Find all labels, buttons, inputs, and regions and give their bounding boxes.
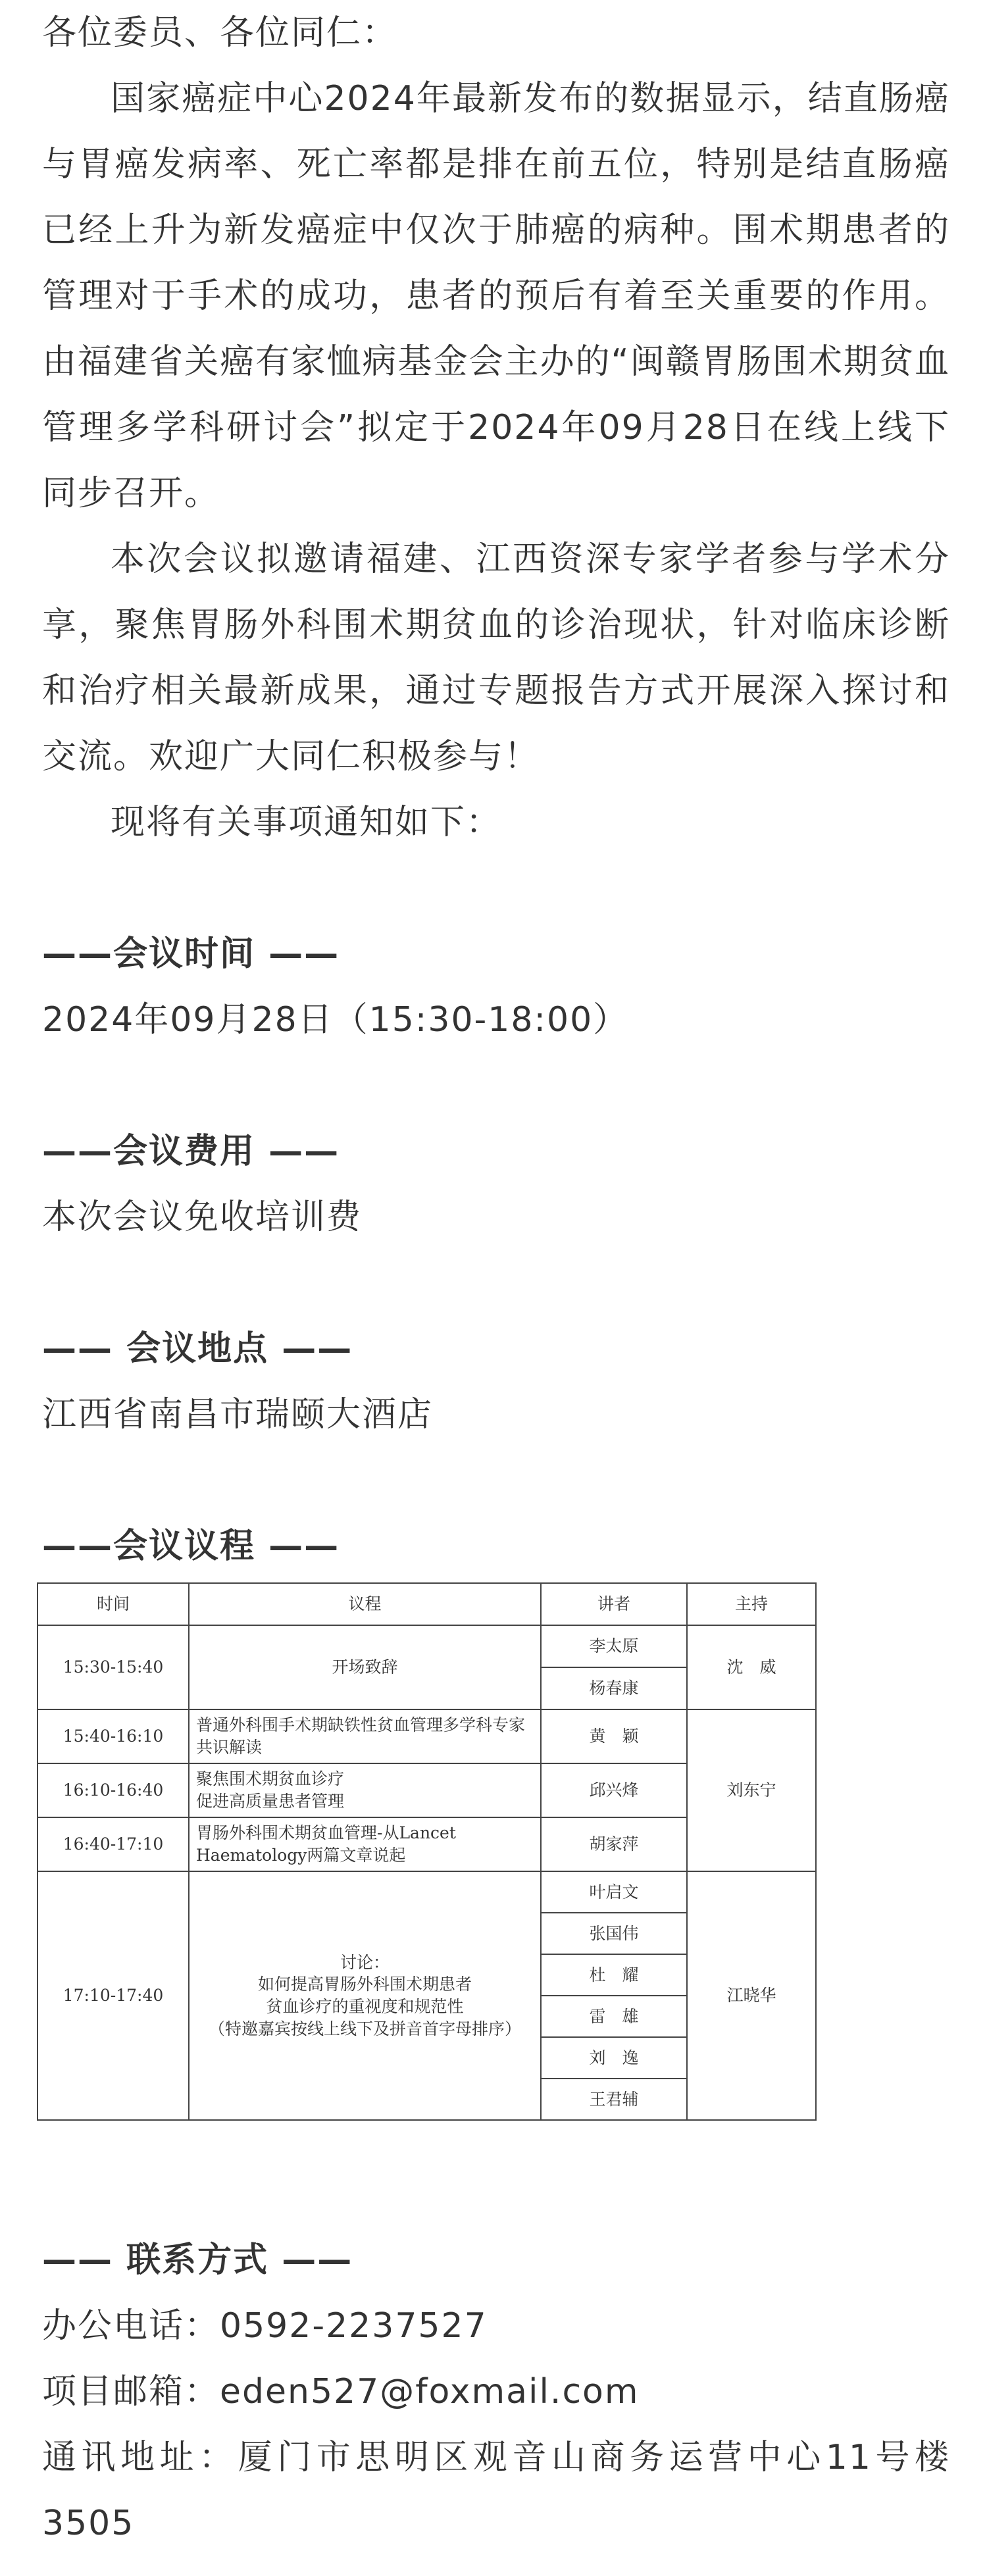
time-cell: 16:40-17:10: [38, 1817, 189, 1871]
topic-cell: 聚焦围术期贫血诊疗 促进高质量患者管理: [189, 1763, 541, 1817]
intro-paragraph-2: 本次会议拟邀请福建、江西资深专家学者参与学术分享，聚焦胃肠外科围术期贫血的诊治现状，针对临床诊断和治疗相关最新成果，通过专题报告方式开展深入探讨和交流。欢迎广大同仁积极参与！: [42, 540, 950, 776]
topic-cell: 胃肠外科围术期贫血管理-从Lancet Haematology两篇文章说起: [189, 1817, 541, 1871]
host-cell: 江晓华: [687, 1871, 816, 2120]
agenda-header-row: [38, 1583, 816, 1625]
time-value: 2024年09月28日（15:30-18:00）: [42, 1000, 629, 1040]
speaker-cell: 叶启文: [541, 1871, 687, 1913]
table-row: [38, 1871, 816, 1913]
speaker-cell: 刘 逸: [541, 2037, 687, 2079]
time-cell: 15:40-16:10: [38, 1709, 189, 1763]
contact-heading: —— 联系方式 ——: [42, 2240, 353, 2280]
speaker-cell: 张国伟: [541, 1913, 687, 1954]
table-row: [38, 1625, 816, 1667]
topic-cell: 开场致辞: [189, 1625, 541, 1709]
header-topic: 议程: [189, 1583, 541, 1625]
speaker-cell: 胡家萍: [541, 1817, 687, 1871]
venue-value: 江西省南昌市瑞颐大酒店: [42, 1395, 434, 1434]
speaker-cell: 雷 雄: [541, 1996, 687, 2037]
time-heading: ——会议时间 ——: [42, 934, 340, 974]
time-cell: 16:10-16:40: [38, 1763, 189, 1817]
speaker-cell: 邱兴烽: [541, 1763, 687, 1817]
contact-email: 项目邮箱：eden527@foxmail.com: [42, 2372, 640, 2412]
host-cell: 刘东宁: [687, 1709, 816, 1871]
host-cell: 沈 威: [687, 1625, 816, 1709]
agenda-heading: ——会议议程 ——: [42, 1527, 340, 1566]
fee-heading: ——会议费用 ——: [42, 1132, 340, 1171]
header-time: 时间: [38, 1583, 189, 1625]
greeting: 各位委员、各位同仁：: [42, 13, 398, 53]
intro-paragraph-3: 现将有关事项通知如下：: [111, 803, 502, 842]
header-host: 主持: [687, 1583, 816, 1625]
table-row: [38, 1709, 816, 1763]
agenda-table: [37, 1582, 817, 2121]
speaker-cell: 杜 耀: [541, 1954, 687, 1996]
topic-cell: 讨论： 如何提高胃肠外科围术期患者 贫血诊疗的重视度和规范性 （特邀嘉宾按线上线下及拼音首字母排序）: [189, 1871, 541, 2120]
header-speaker: 讲者: [541, 1583, 687, 1625]
speaker-cell: 李太原: [541, 1625, 687, 1667]
contact-phone: 办公电话：0592-2237527: [42, 2306, 488, 2346]
intro-paragraph-1: 国家癌症中心2024年最新发布的数据显示，结直肠癌与胃癌发病率、死亡率都是排在前五位，特别是结直肠癌已经上升为新发癌症中仅次于肺癌的病种。围术期患者的管理对于手术的成功，患者的预后有着至关重要的作用。由福建省关癌有家恤病基金会主办的“闽赣胃肠围术期贫血管理多学科研讨会”拟定于2024年09月28日在线上线下同步召开。: [42, 79, 950, 513]
topic-cell: 普通外科围手术期缺铁性贫血管理多学科专家共识解读: [189, 1709, 541, 1763]
fee-value: 本次会议免收培训费: [42, 1198, 363, 1237]
time-cell: 15:30-15:40: [38, 1625, 189, 1709]
venue-heading: —— 会议地点 ——: [42, 1329, 353, 1369]
contact-address: 通讯地址：厦门市思明区观音山商务运营中心11号楼3505: [42, 2438, 950, 2543]
speaker-cell: 王君辅: [541, 2079, 687, 2120]
speaker-cell: 杨春康: [541, 1667, 687, 1709]
time-cell: 17:10-17:40: [38, 1871, 189, 2120]
speaker-cell: 黄 颖: [541, 1709, 687, 1763]
